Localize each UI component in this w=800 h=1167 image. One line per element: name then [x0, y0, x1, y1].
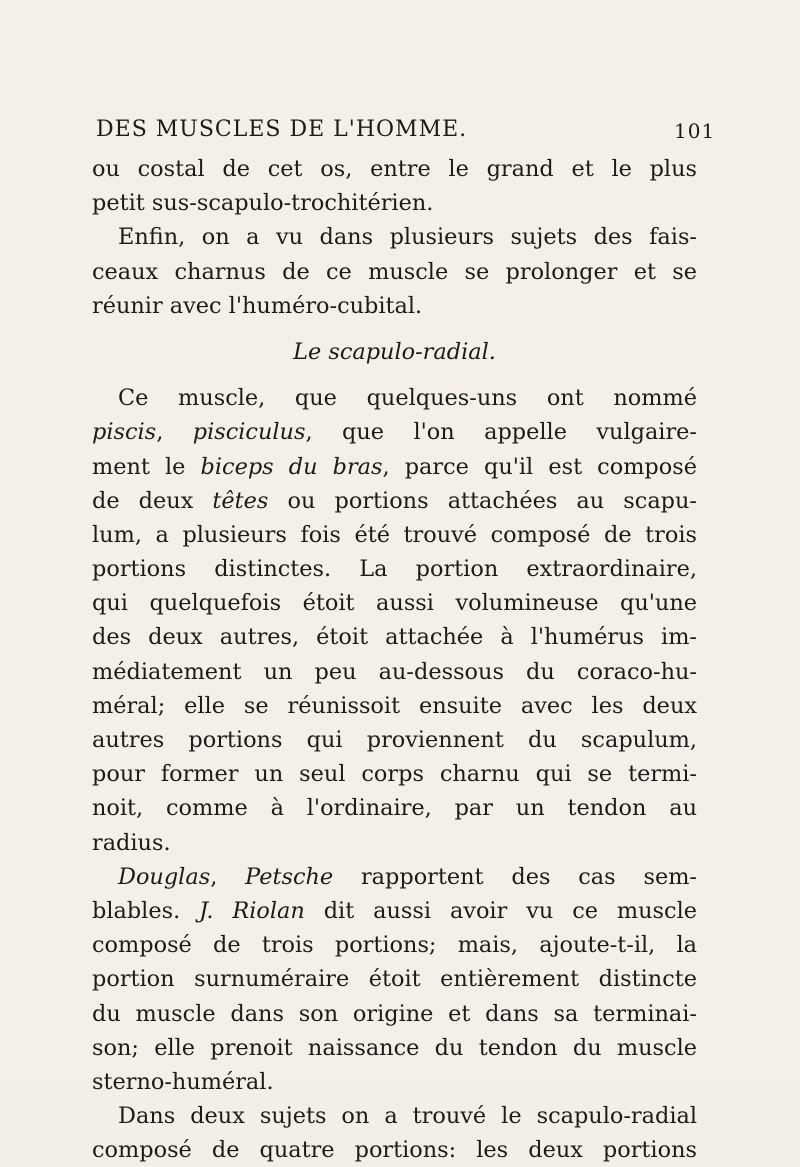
section-title: Le scapulo-radial.: [293, 338, 496, 365]
text-line: médiatement un peu au-dessous du coraco-hu-: [92, 658, 697, 685]
text-line: Douglas, Petsche rapportent des cas sem-: [118, 863, 697, 890]
text-line: du muscle dans son origine et dans sa terminai-: [92, 1000, 697, 1027]
text-line: ment le biceps du bras, parce qu'il est composé: [92, 453, 697, 480]
text-line: ceaux charnus de ce muscle se prolonger et se: [92, 258, 697, 285]
text-line: pour former un seul corps charnu qui se termi-: [92, 761, 697, 788]
running-title: DES MUSCLES DE L'HOMME.: [96, 117, 468, 142]
text-line: son; elle prenoit naissance du tendon du muscle: [92, 1034, 697, 1061]
text-line: autres portions qui proviennent du scapulum,: [92, 727, 697, 753]
text-line: qui quelquefois étoit aussi volumineuse qu'une: [92, 590, 697, 617]
running-header: [96, 117, 716, 143]
text-line: méral; elle se réunissoit ensuite avec les deux: [92, 692, 697, 719]
text-line: radius.: [92, 829, 171, 856]
text-line: blables. J. Riolan dit aussi avoir vu ce muscle: [92, 897, 697, 924]
text-line: Enfin, on a vu dans plusieurs sujets des fais-: [118, 224, 697, 251]
text-line: composé de trois portions; mais, ajoute-t-il, la: [92, 932, 697, 959]
text-line: Ce muscle, que quelques-uns ont nommé: [118, 385, 697, 412]
text-line: des deux autres, étoit attachée à l'humérus im-: [92, 624, 697, 651]
text-line: lum, a plusieurs fois été trouvé composé de trois: [92, 521, 697, 548]
text-line: de deux têtes ou portions attachées au scapu-: [92, 487, 698, 514]
text-line: noit, comme à l'ordinaire, par un tendon au: [92, 795, 697, 822]
text-line: réunir avec l'huméro-cubital.: [92, 292, 423, 319]
text-line: Dans deux sujets on a trouvé le scapulo-radial: [118, 1103, 697, 1130]
page-number: 101: [674, 119, 716, 143]
text-line: portion surnuméraire étoit entièrement distincte: [92, 966, 697, 993]
text-line: sterno-huméral.: [92, 1068, 274, 1095]
text-line: composé de quatre portions: les deux portions: [92, 1137, 697, 1164]
text-line: petit sus-scapulo-trochitérien.: [92, 190, 434, 217]
text-line: piscis, pisciculus, que l'on appelle vulgaire-: [92, 419, 697, 446]
body-text: [92, 152, 697, 1167]
text-line: ou costal de cet os, entre le grand et le plus: [92, 156, 697, 182]
text-line: portions distinctes. La portion extraordinaire,: [92, 556, 697, 583]
